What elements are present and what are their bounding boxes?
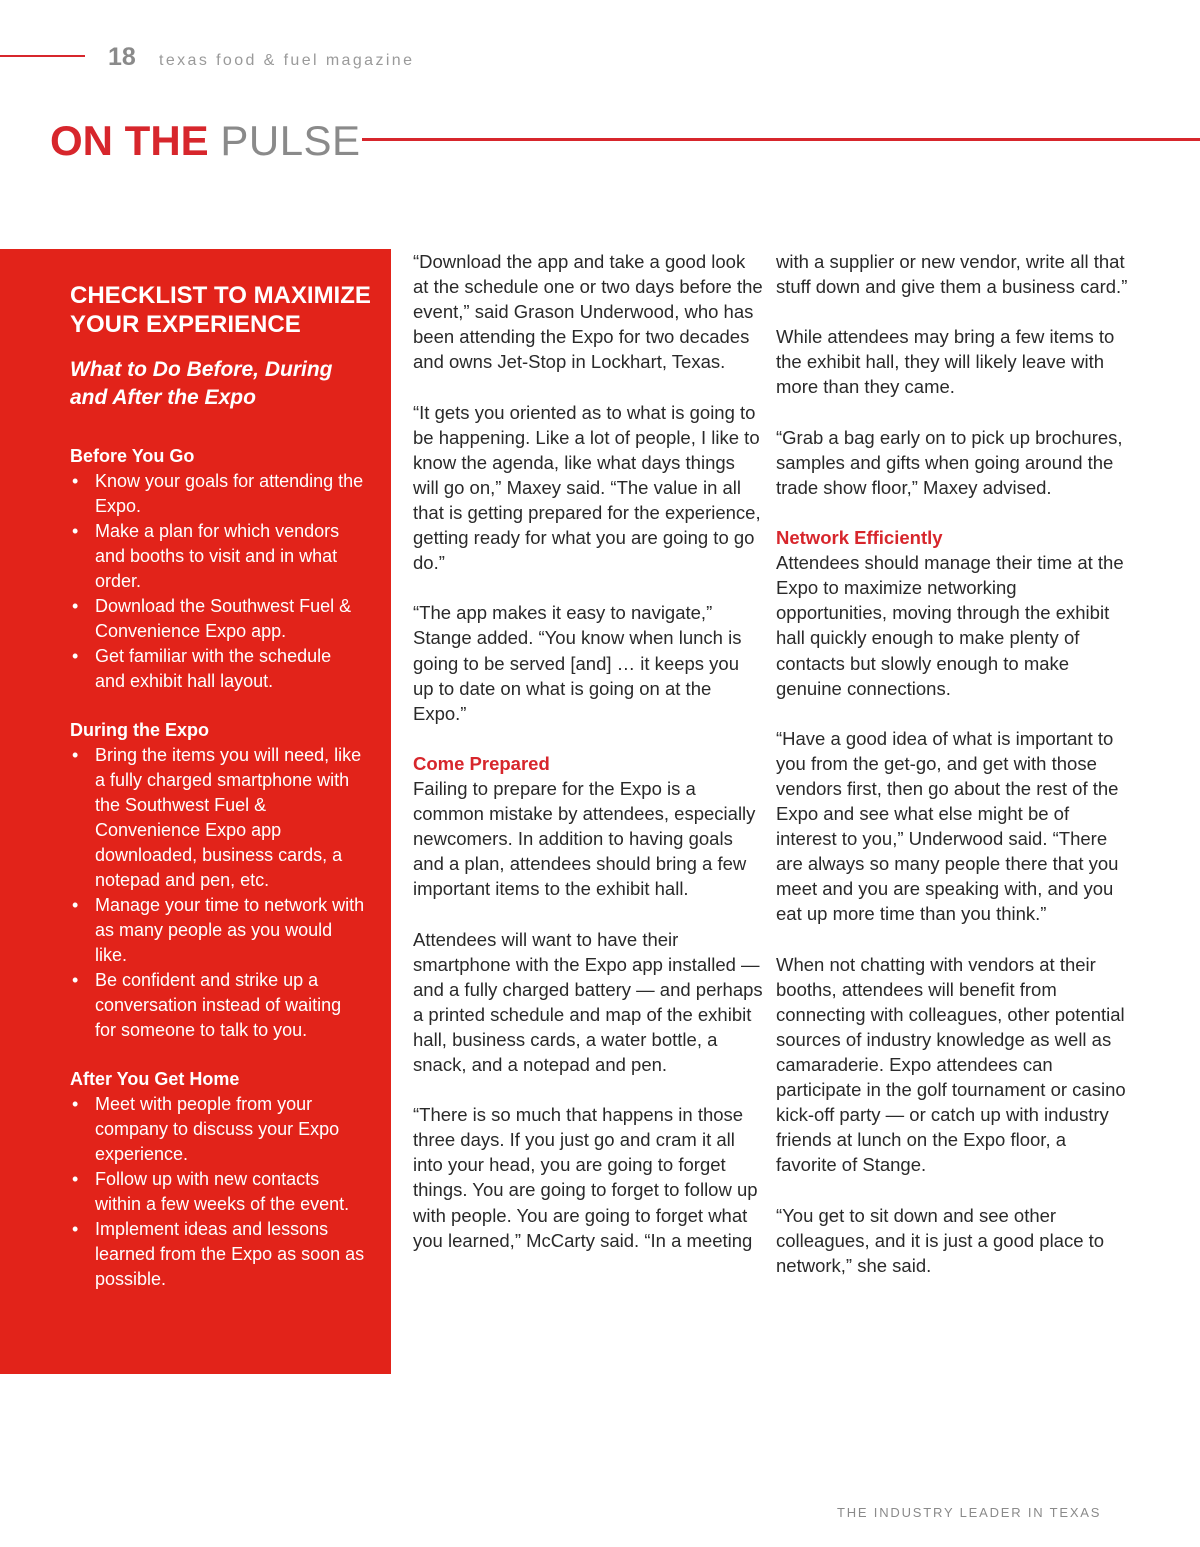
article-subheading: Come Prepared bbox=[413, 752, 550, 774]
checklist-item: • Download the Southwest Fuel & Convenience Expo app. bbox=[70, 594, 371, 644]
checklist bbox=[70, 743, 371, 1043]
article-paragraph: “Grab a bag early on to pick up brochures, samples and gifts when going around the trade show floor,” Maxey advised. bbox=[776, 426, 1123, 498]
checklist-sidebar bbox=[0, 249, 391, 1374]
article-paragraph: “There is so much that happens in those three days. If you just go and cram it all into your head, you are going to forget things. You are going to forget to follow up with people. You are going to forget what you learned,” McCarty said. “In a meeting bbox=[413, 1104, 758, 1251]
article-paragraph: “Have a good idea of what is important to you from the get-go, and get with those vendors first, then go about the rest of the Expo and see what else might be of interest to you,” Underwood said. “There are always so many people there that you meet and you are speaking with, and you eat up more time than you think.” bbox=[776, 727, 1119, 925]
checklist bbox=[70, 469, 371, 694]
checklist-item: • Be confident and strike up a conversation instead of waiting for someone to talk to you. bbox=[70, 968, 371, 1043]
footer-tagline: THE INDUSTRY LEADER IN TEXAS bbox=[837, 1505, 1102, 1520]
section-title-light: PULSE bbox=[220, 117, 361, 164]
checklist-section-title: After You Get Home bbox=[70, 1069, 240, 1089]
checklist-section-title: Before You Go bbox=[70, 446, 195, 466]
article-paragraph: Attendees will want to have their smartphone with the Expo app installed — and a fully charged battery — and perhaps a printed schedule and map of the exhibit hall, business cards, a water bottle, a snack, and a notepad and pen. bbox=[413, 928, 763, 1075]
checklist-item: • Meet with people from your company to discuss your Expo experience. bbox=[70, 1092, 371, 1167]
checklist-item: • Know your goals for attending the Expo. bbox=[70, 469, 371, 519]
article-paragraph: “Download the app and take a good look at the schedule one or two days before the event,” said Grason Underwood, who has been attending the Expo for two decades and owns Jet-Stop in Lockhart, Texas. bbox=[413, 251, 763, 373]
article-paragraph: When not chatting with vendors at their booths, attendees will benefit from connecting with colleagues, other potential sources of industry knowledge as well as camaraderie. Expo attendees can participate in the golf tournament or casino kick-off party — or catch up with industry friends at lunch on the Expo floor, a favorite of Stange. bbox=[776, 953, 1126, 1176]
article-paragraph: with a supplier or new vendor, write all that stuff down and give them a business card.” bbox=[776, 251, 1128, 298]
magazine-name: texas food & fuel magazine bbox=[159, 52, 415, 69]
section-title bbox=[50, 115, 361, 167]
checklist-item: • Implement ideas and lessons learned from the Expo as soon as possible. bbox=[70, 1217, 371, 1292]
section-title-rule bbox=[362, 138, 1200, 141]
checklist-section-before bbox=[70, 444, 371, 694]
checklist-section-during bbox=[70, 718, 371, 1043]
checklist-item: • Bring the items you will need, like a fully charged smartphone with the Southwest Fuel & Convenience Expo app downloaded, business cards, a notepad and pen, etc. bbox=[70, 743, 371, 893]
article-paragraph: “It gets you oriented as to what is going to be happening. Like a lot of people, I like to know the agenda, like what days things will go on,” Maxey said. “The value in all that is getting prepared for the experience, getting ready for what you are going to go do.” bbox=[413, 401, 761, 574]
checklist-item: • Follow up with new contacts within a few weeks of the event. bbox=[70, 1167, 371, 1217]
article-column-2 bbox=[413, 249, 763, 1253]
checklist-section-title: During the Expo bbox=[70, 720, 209, 740]
sidebar-subheading: What to Do Before, During and After the Expo bbox=[70, 358, 333, 409]
article-paragraph: Failing to prepare for the Expo is a common mistake by attendees, especially newcomers. In addition to having goals and a plan, attendees should bring a few important items to the exhibit hall. bbox=[413, 777, 756, 900]
page-number: 18 bbox=[108, 43, 136, 71]
article-column-3 bbox=[776, 249, 1131, 1278]
article-subheading: Network Efficiently bbox=[776, 527, 943, 549]
article-paragraph: While attendees may bring a few items to the exhibit hall, they will likely leave with more than they came. bbox=[776, 326, 1115, 398]
checklist-item: • Make a plan for which vendors and booths to visit and in what order. bbox=[70, 519, 371, 594]
article-paragraph: Attendees should manage their time at the Expo to maximize networking opportunities, moving through the exhibit hall quickly enough to make plenty of contacts but slowly enough to make genuine connections. bbox=[776, 552, 1124, 699]
header-rule bbox=[0, 55, 85, 57]
checklist bbox=[70, 1092, 371, 1292]
sidebar-heading: CHECKLIST TO MAXIMIZE YOUR EXPERIENCE bbox=[70, 282, 371, 338]
section-title-strong: ON THE bbox=[50, 117, 209, 164]
checklist-item: • Get familiar with the schedule and exhibit hall layout. bbox=[70, 644, 371, 694]
checklist-item: • Manage your time to network with as many people as you would like. bbox=[70, 893, 371, 968]
checklist-section-after bbox=[70, 1067, 371, 1292]
article-paragraph: “The app makes it easy to navigate,” Stange added. “You know when lunch is going to be served [and] … it keeps you up to date on what is going on at the Expo.” bbox=[413, 602, 742, 724]
article-paragraph: “You get to sit down and see other colleagues, and it is just a good place to network,” she said. bbox=[776, 1204, 1105, 1276]
